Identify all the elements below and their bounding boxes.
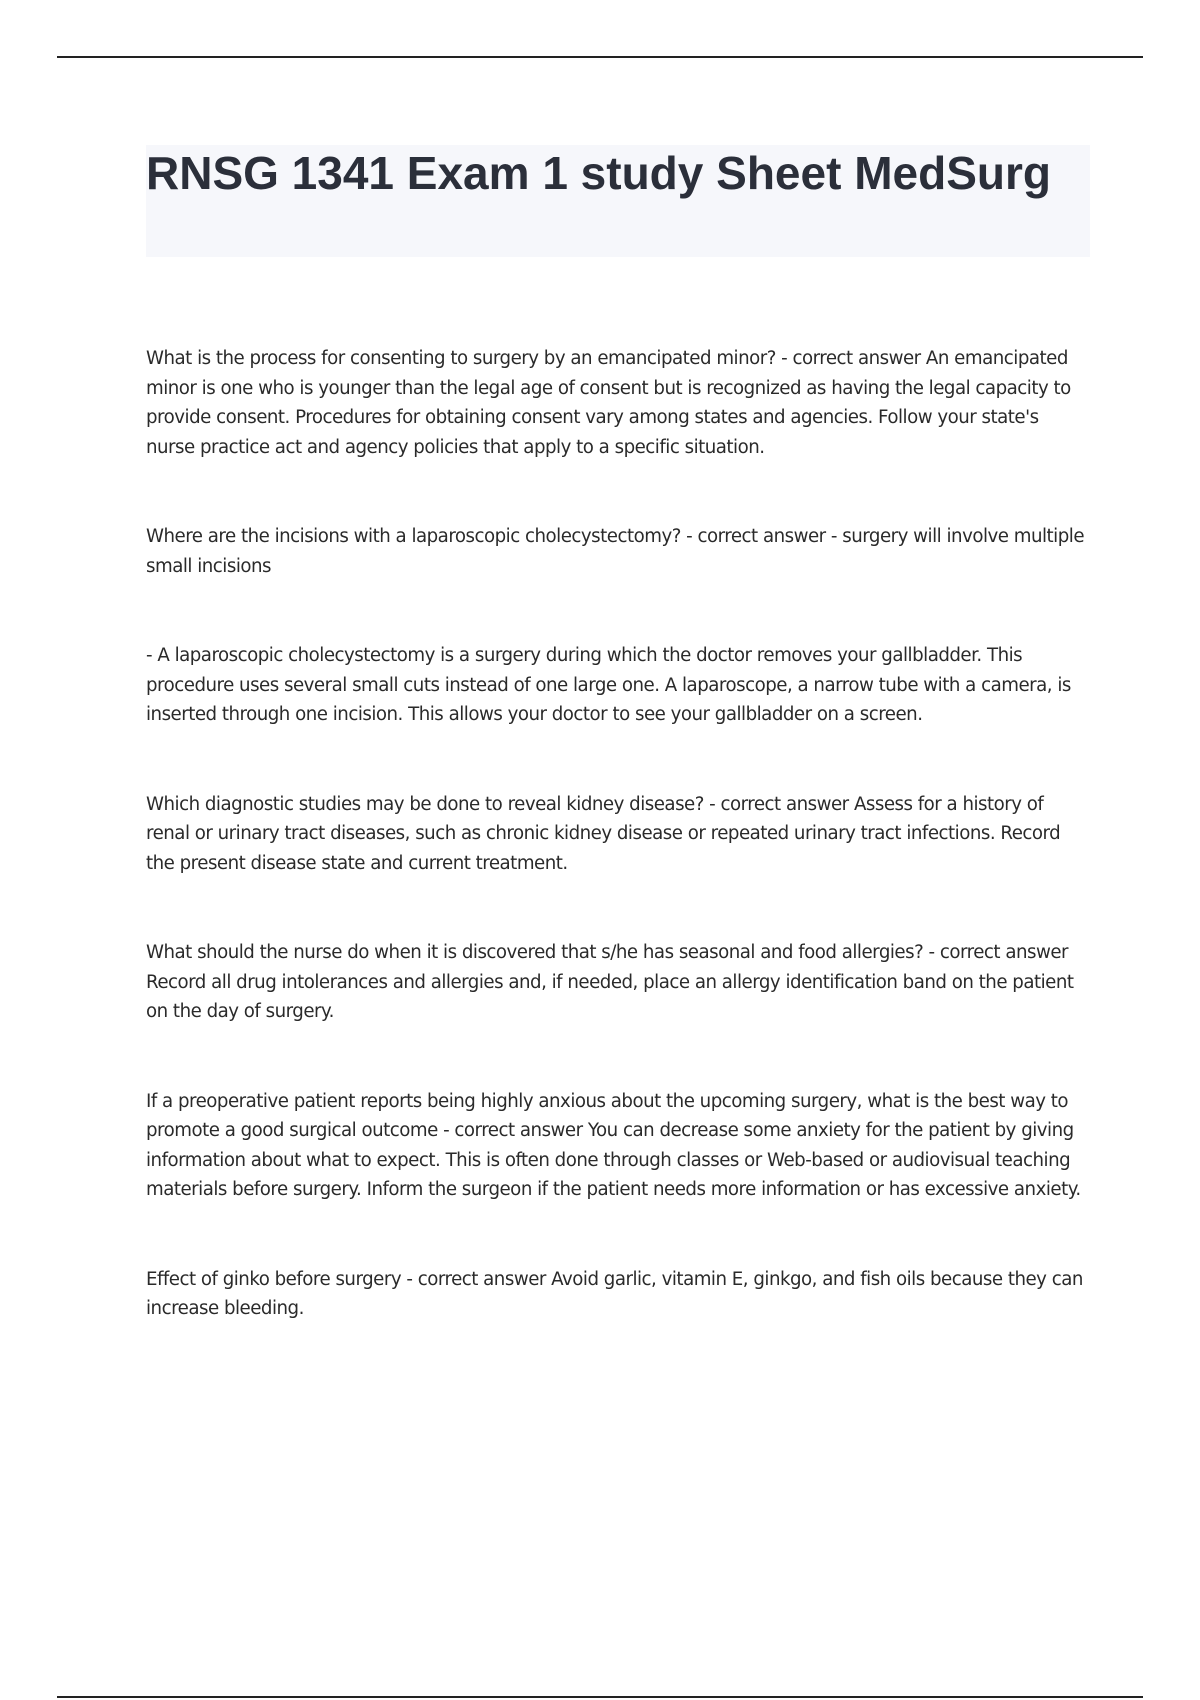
top-rule — [57, 56, 1143, 58]
entry-allergies: What should the nurse do when it is discovered that s/he has seasonal and food allergies? - correct answer Record all drug intolerances and allergies and, if needed, place an allergy identification band on the patient on the day of surgery. — [146, 942, 1074, 1022]
entry-laparoscopic-incisions: Where are the incisions with a laparoscopic cholecystectomy? - correct answer - surgery will involve multiple small incisions — [146, 526, 1085, 577]
title-banner — [146, 145, 1090, 257]
study-sheet-body — [146, 344, 1092, 1384]
entry-ginko-effect: Effect of ginko before surgery - correct answer Avoid garlic, vitamin E, ginkgo, and fish oils because they can increase bleeding. — [146, 1268, 1083, 1319]
bottom-rule — [57, 1696, 1143, 1698]
entry-emancipated-minor-consent: What is the process for consenting to surgery by an emancipated minor? - correct answer An emancipated minor is one who is younger than the legal age of consent but is recognized as having the legal capacity to provide consent. Procedures for obtaining consent vary among states and agencies. Follow your state's nurse practice act and agency policies that apply to a specific situation. — [146, 348, 1071, 458]
entry-laparoscopic-description: - A laparoscopic cholecystectomy is a surgery during which the doctor removes your gallbladder. This procedure uses several small cuts instead of one large one. A laparoscope, a narrow tube with a camera, is inserted through one incision. This allows your doctor to see your gallbladder on a screen. — [146, 645, 1071, 725]
entry-kidney-disease-studies: Which diagnostic studies may be done to reveal kidney disease? - correct answer Assess for a history of renal or urinary tract diseases, such as chronic kidney disease or repeated urinary tract infections. Record the present disease state and current treatment. — [146, 793, 1061, 874]
page-title: RNSG 1341 Exam 1 study Sheet MedSurg — [146, 147, 1051, 199]
entry-preoperative-anxiety: If a preoperative patient reports being highly anxious about the upcoming surgery, what is the best way to promote a good surgical outcome - correct answer You can decrease some anxiety for the patient by giving information about what to expect. This is often done through classes or Web-based or audiovisual teaching materials before surgery. Inform the surgeon if the patient needs more information or has excessive anxiety. — [146, 1090, 1081, 1200]
